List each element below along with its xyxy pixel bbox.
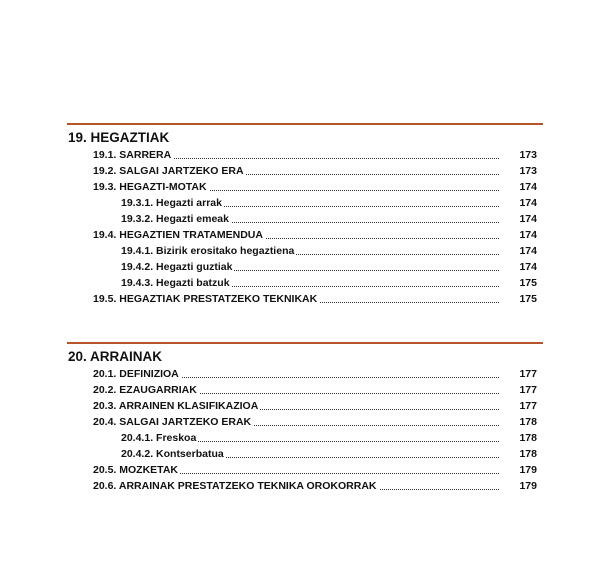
toc-entry[interactable] — [67, 462, 543, 478]
section-rule — [67, 123, 543, 125]
toc-entry[interactable] — [67, 179, 543, 195]
toc-entry-page: 174 — [519, 197, 537, 209]
toc-entry-label-wrap — [121, 243, 499, 259]
toc-entry-label: 20.5. MOZKETAK — [93, 464, 178, 476]
toc-entry-label: 19.5. HEGAZTIAK PRESTATZEKO TEKNIKAK — [93, 293, 318, 305]
toc-entry[interactable] — [67, 195, 543, 211]
toc-entry-label-wrap — [93, 414, 499, 430]
toc-entry[interactable] — [67, 227, 543, 243]
toc-entry[interactable] — [67, 147, 543, 163]
toc-entry[interactable] — [67, 259, 543, 275]
toc-entry-page: 175 — [519, 277, 537, 289]
toc-entry-page: 177 — [519, 368, 537, 380]
section-rule — [67, 342, 543, 344]
toc-entry-page: 179 — [519, 480, 537, 492]
toc-entry-label-wrap — [93, 382, 499, 398]
toc-entry[interactable] — [67, 275, 543, 291]
toc-entry-label-wrap — [121, 446, 499, 462]
toc-entry-label: 19.4.1. Bizirik erositako hegaztiena — [121, 245, 295, 257]
toc-entry-label-wrap — [121, 195, 499, 211]
toc-entry-page: 174 — [519, 213, 537, 225]
toc-entry-label-wrap — [93, 366, 499, 382]
toc-entry[interactable] — [67, 243, 543, 259]
toc-entry-page: 173 — [519, 149, 537, 161]
toc-entry[interactable] — [67, 163, 543, 179]
toc-entry-page: 174 — [519, 229, 537, 241]
toc-entry-page: 174 — [519, 245, 537, 257]
toc-entry-label-wrap — [93, 462, 499, 478]
toc-entry-label: 19.4.3. Hegazti batzuk — [121, 277, 230, 289]
toc-entry-label-wrap — [121, 259, 499, 275]
toc-entry-label-wrap — [93, 478, 499, 494]
toc-entry-label-wrap — [93, 227, 499, 243]
toc-entry[interactable] — [67, 382, 543, 398]
toc-entry[interactable] — [67, 291, 543, 307]
toc-entry-page: 174 — [519, 181, 537, 193]
toc-entry[interactable] — [67, 211, 543, 227]
toc-entry-label-wrap — [93, 179, 499, 195]
toc-section-19 — [67, 123, 543, 307]
toc-entry-page: 178 — [519, 416, 537, 428]
toc-entry-label-wrap — [93, 147, 499, 163]
toc-entry-label: 20.3. ARRAINEN KLASIFIKAZIOA — [93, 400, 259, 412]
toc-entry-label: 19.3.1. Hegazti arrak — [121, 197, 222, 209]
toc-entry-label: 20.6. ARRAINAK PRESTATZEKO TEKNIKA OROKORRAK — [93, 480, 377, 492]
toc-entry-page: 179 — [519, 464, 537, 476]
toc-entry-label: 19.4.2. Hegazti guztiak — [121, 261, 233, 273]
toc-entry-label-wrap — [93, 398, 499, 414]
toc-entry-label: 20.4.2. Kontserbatua — [121, 448, 224, 460]
toc-entry-page: 177 — [519, 400, 537, 412]
toc-entry-label-wrap — [93, 291, 499, 307]
toc-entry-label: 20.1. DEFINIZIOA — [93, 368, 179, 380]
toc-entry[interactable] — [67, 366, 543, 382]
toc-entry-label: 19.1. SARRERA — [93, 149, 172, 161]
toc-entry[interactable] — [67, 398, 543, 414]
toc-entry-label: 20.4. SALGAI JARTZEKO ERAK — [93, 416, 252, 428]
toc-entry-label: 20.4.1. Freskoa — [121, 432, 197, 444]
toc-entry-page: 173 — [519, 165, 537, 177]
toc-entry-label: 20.2. EZAUGARRIAK — [93, 384, 197, 396]
toc-entry-label-wrap — [93, 163, 499, 179]
toc-entry-page: 178 — [519, 432, 537, 444]
section-heading: 20. ARRAINAK — [68, 349, 163, 364]
toc-entry[interactable] — [67, 414, 543, 430]
toc-entry[interactable] — [67, 430, 543, 446]
toc-entry-label-wrap — [121, 211, 499, 227]
toc-entry-label: 19.3. HEGAZTI-MOTAK — [93, 181, 207, 193]
toc-entry-page: 178 — [519, 448, 537, 460]
toc-entry-label: 19.3.2. Hegazti emeak — [121, 213, 229, 225]
toc-entry-label-wrap — [121, 430, 499, 446]
section-heading: 19. HEGAZTIAK — [68, 130, 170, 145]
toc-entry[interactable] — [67, 446, 543, 462]
toc-entry[interactable] — [67, 478, 543, 494]
toc-entry-page: 174 — [519, 261, 537, 273]
toc-entry-page: 177 — [519, 384, 537, 396]
toc-entry-label: 19.2. SALGAI JARTZEKO ERA — [93, 165, 244, 177]
toc-entry-label: 19.4. HEGAZTIEN TRATAMENDUA — [93, 229, 263, 241]
toc-entry-label-wrap — [121, 275, 499, 291]
toc-section-20 — [67, 342, 543, 494]
toc-entry-page: 175 — [519, 293, 537, 305]
